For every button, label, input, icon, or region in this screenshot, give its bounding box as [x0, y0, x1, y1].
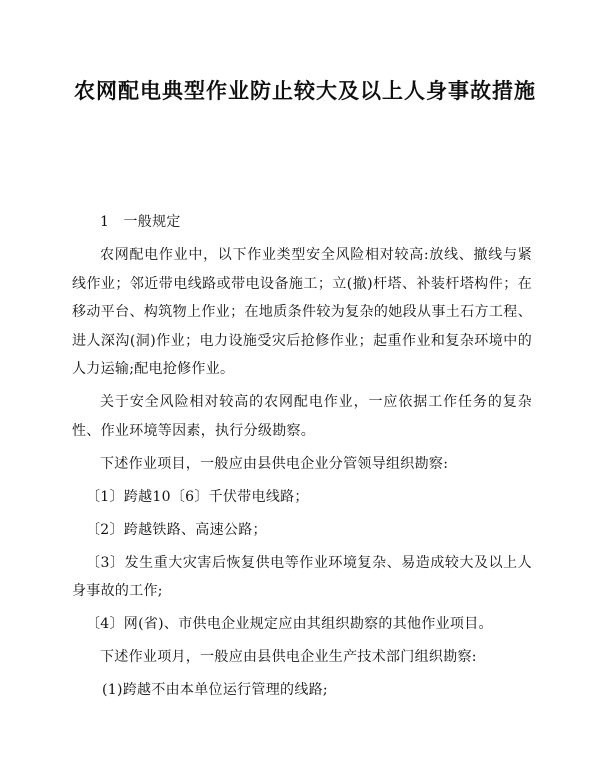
list-item: (1)跨越不由本单位运行管理的线路; — [102, 682, 328, 698]
section-heading: 1 一般规定 — [100, 214, 181, 230]
paragraph: 下述作业项目，一般应由县供电企业分管领导组织勘察: — [100, 455, 449, 472]
list-item: 〔3〕发生重大灾害后恢复供电等作业环境复杂、易造成较大及以上人身事故的工作; — [72, 554, 532, 599]
list-item: 〔4〕网(省)、市供电企业规定应由其组织勘察的其他作业项目。 — [86, 616, 493, 632]
list-item: 〔1〕跨越10〔6〕千伏带电线路； — [86, 488, 309, 505]
list-item: 〔2〕跨越铁路、高速公路； — [86, 521, 267, 538]
paragraph: 下述作业项月，一般应由县供电企业生产技术部门组织勘察: — [100, 649, 477, 665]
document-title: 农网配电典型作业防止较大及以上人身事故措施 — [74, 78, 536, 103]
document-body — [72, 208, 532, 709]
paragraph: 关于安全风险相对较高的农网配电作业，一应依据工作任务的复杂性、作业环境等因素，执行分级勘察。 — [72, 394, 532, 439]
paragraph: 农网配电作业中，以下作业类型安全风险相对较高:放线、撤线与紧线作业；邻近带电线路或带电设备施工；立(撤)杆塔、补装杆塔构件；在移动平台、构筑物上作业；在地质条件较为复杂的她段从事土石方工程、进人深沟(洞)作业；电力设施受灾后抢修作业；起重作业和复杂环境中的人力运输;配电抢修作业。 — [72, 247, 532, 377]
